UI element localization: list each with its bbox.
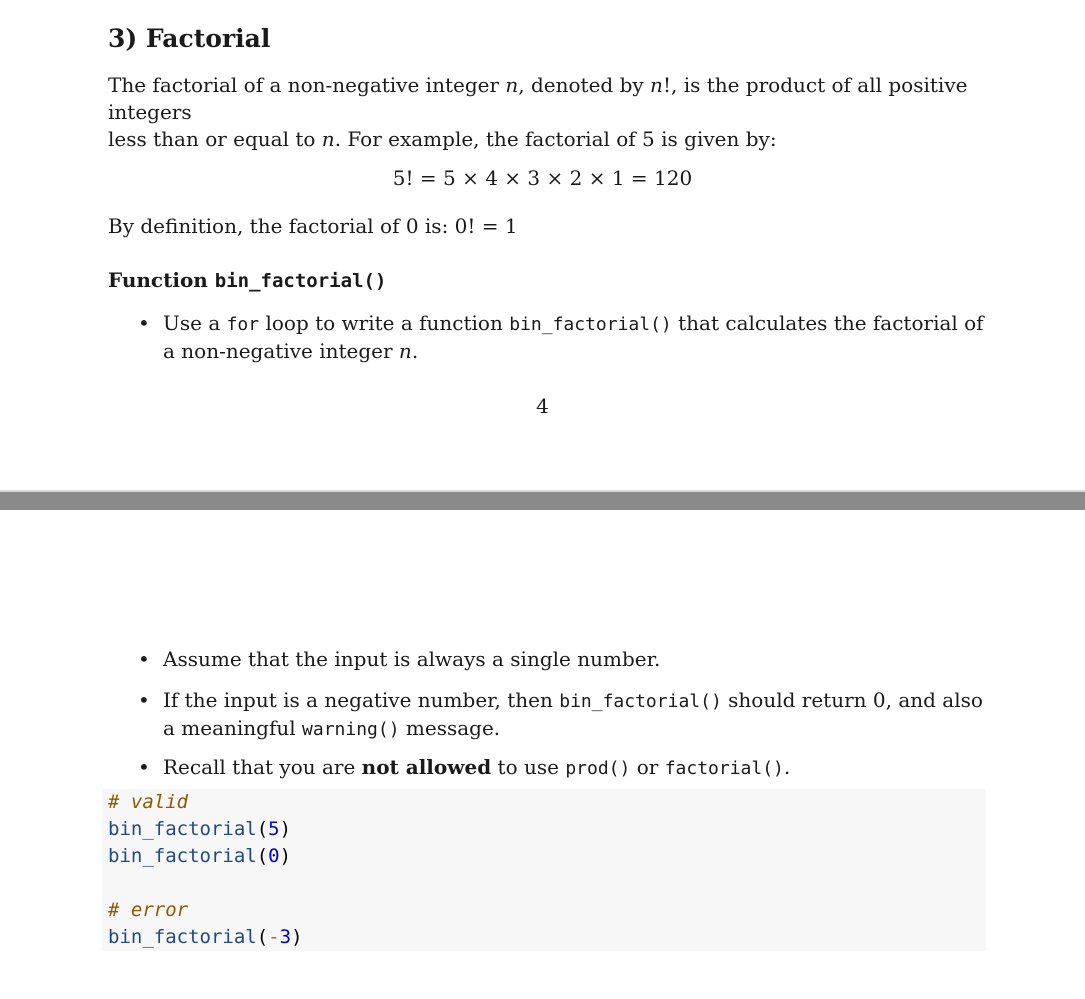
code-number: 5 (268, 818, 280, 840)
intro-line2-a: less than or equal to (108, 127, 322, 151)
code-paren: ) (279, 818, 292, 840)
code-line-comment-valid (108, 789, 188, 816)
code-paren: ( (256, 818, 269, 840)
list-item (108, 646, 988, 674)
code-paren: ( (256, 845, 269, 867)
inline-code: warning() (302, 719, 400, 740)
intro-line1-a: The factorial of a non-negative integer (108, 73, 506, 97)
inline-code: factorial() (664, 758, 784, 779)
code-number: 3 (279, 926, 292, 948)
code-line-call-2 (108, 843, 291, 870)
code-line-comment-error (108, 897, 188, 924)
math-n: n (505, 73, 519, 97)
code-paren: ( (256, 926, 269, 948)
code-comment: # error (108, 899, 189, 921)
bullet-text-part: . (783, 755, 791, 779)
bullet-dot-icon: • (138, 311, 150, 335)
bold-emphasis: not allowed (361, 755, 492, 779)
code-paren: ) (279, 845, 292, 867)
bullet-text-part: message. (399, 716, 501, 740)
bullet-text-part: to use (491, 755, 566, 779)
intro-line2-b: . For example, the factorial of 5 is given by: (334, 127, 777, 151)
math-n: n (398, 339, 412, 363)
inline-code: bin_factorial() (509, 314, 672, 335)
bullet-text (163, 687, 988, 743)
code-function: bin_factorial (108, 845, 257, 867)
function-heading-label: Function (108, 268, 215, 292)
code-paren: ) (291, 926, 303, 948)
intro-line1-b: , denoted by (518, 73, 651, 97)
math-n: n (321, 127, 335, 151)
list-item (108, 687, 988, 743)
code-line-call-1 (108, 816, 291, 843)
math-n: n (650, 73, 663, 97)
bullet-text (163, 754, 988, 782)
intro-line1-c: !, is the product of all positive integers (108, 73, 968, 124)
factorial-equation: 5! = 5 × 4 × 3 × 2 × 1 = 120 (392, 166, 693, 190)
code-number: 0 (268, 845, 280, 867)
section-title: 3) Factorial (108, 24, 271, 53)
code-function: bin_factorial (108, 818, 257, 840)
code-comment: # valid (108, 791, 189, 813)
bullet-text-part: that calculates the factorial of a non-negative integer (163, 311, 984, 363)
page-divider (0, 490, 1085, 510)
bullet-text-part: If the input is a negative number, then (163, 688, 560, 712)
inline-code: prod() (565, 758, 631, 779)
bullet-dot-icon: • (138, 688, 150, 712)
page-number: 4 (536, 394, 549, 418)
bullet-text (163, 310, 988, 365)
bullet-text-part: Recall that you are (163, 755, 362, 779)
inline-code: for (226, 314, 260, 335)
code-operator: - (268, 926, 280, 948)
code-block (102, 789, 986, 951)
bullet-text-part: Use a (163, 311, 227, 335)
list-item (108, 310, 988, 366)
bullet-dot-icon: • (138, 647, 150, 671)
code-line-call-3 (108, 924, 303, 951)
inline-code: bin_factorial() (559, 691, 722, 712)
bullet-text-part: loop to write a function (259, 311, 510, 335)
bullet-text-part: or (630, 755, 665, 779)
code-function: bin_factorial (108, 926, 257, 948)
intro-paragraph (108, 72, 988, 153)
bullet-text-part: should return 0, and also a meaningful (163, 688, 983, 740)
bullet-text-part: . (411, 339, 419, 363)
function-heading (108, 268, 386, 292)
definition-text: By definition, the factorial of 0 is: 0! = 1 (108, 214, 518, 238)
bullet-dot-icon: • (138, 755, 150, 779)
function-heading-code: bin_factorial() (214, 270, 387, 292)
list-item (108, 754, 988, 782)
bullet-text: Assume that the input is always a single number. (163, 647, 661, 671)
